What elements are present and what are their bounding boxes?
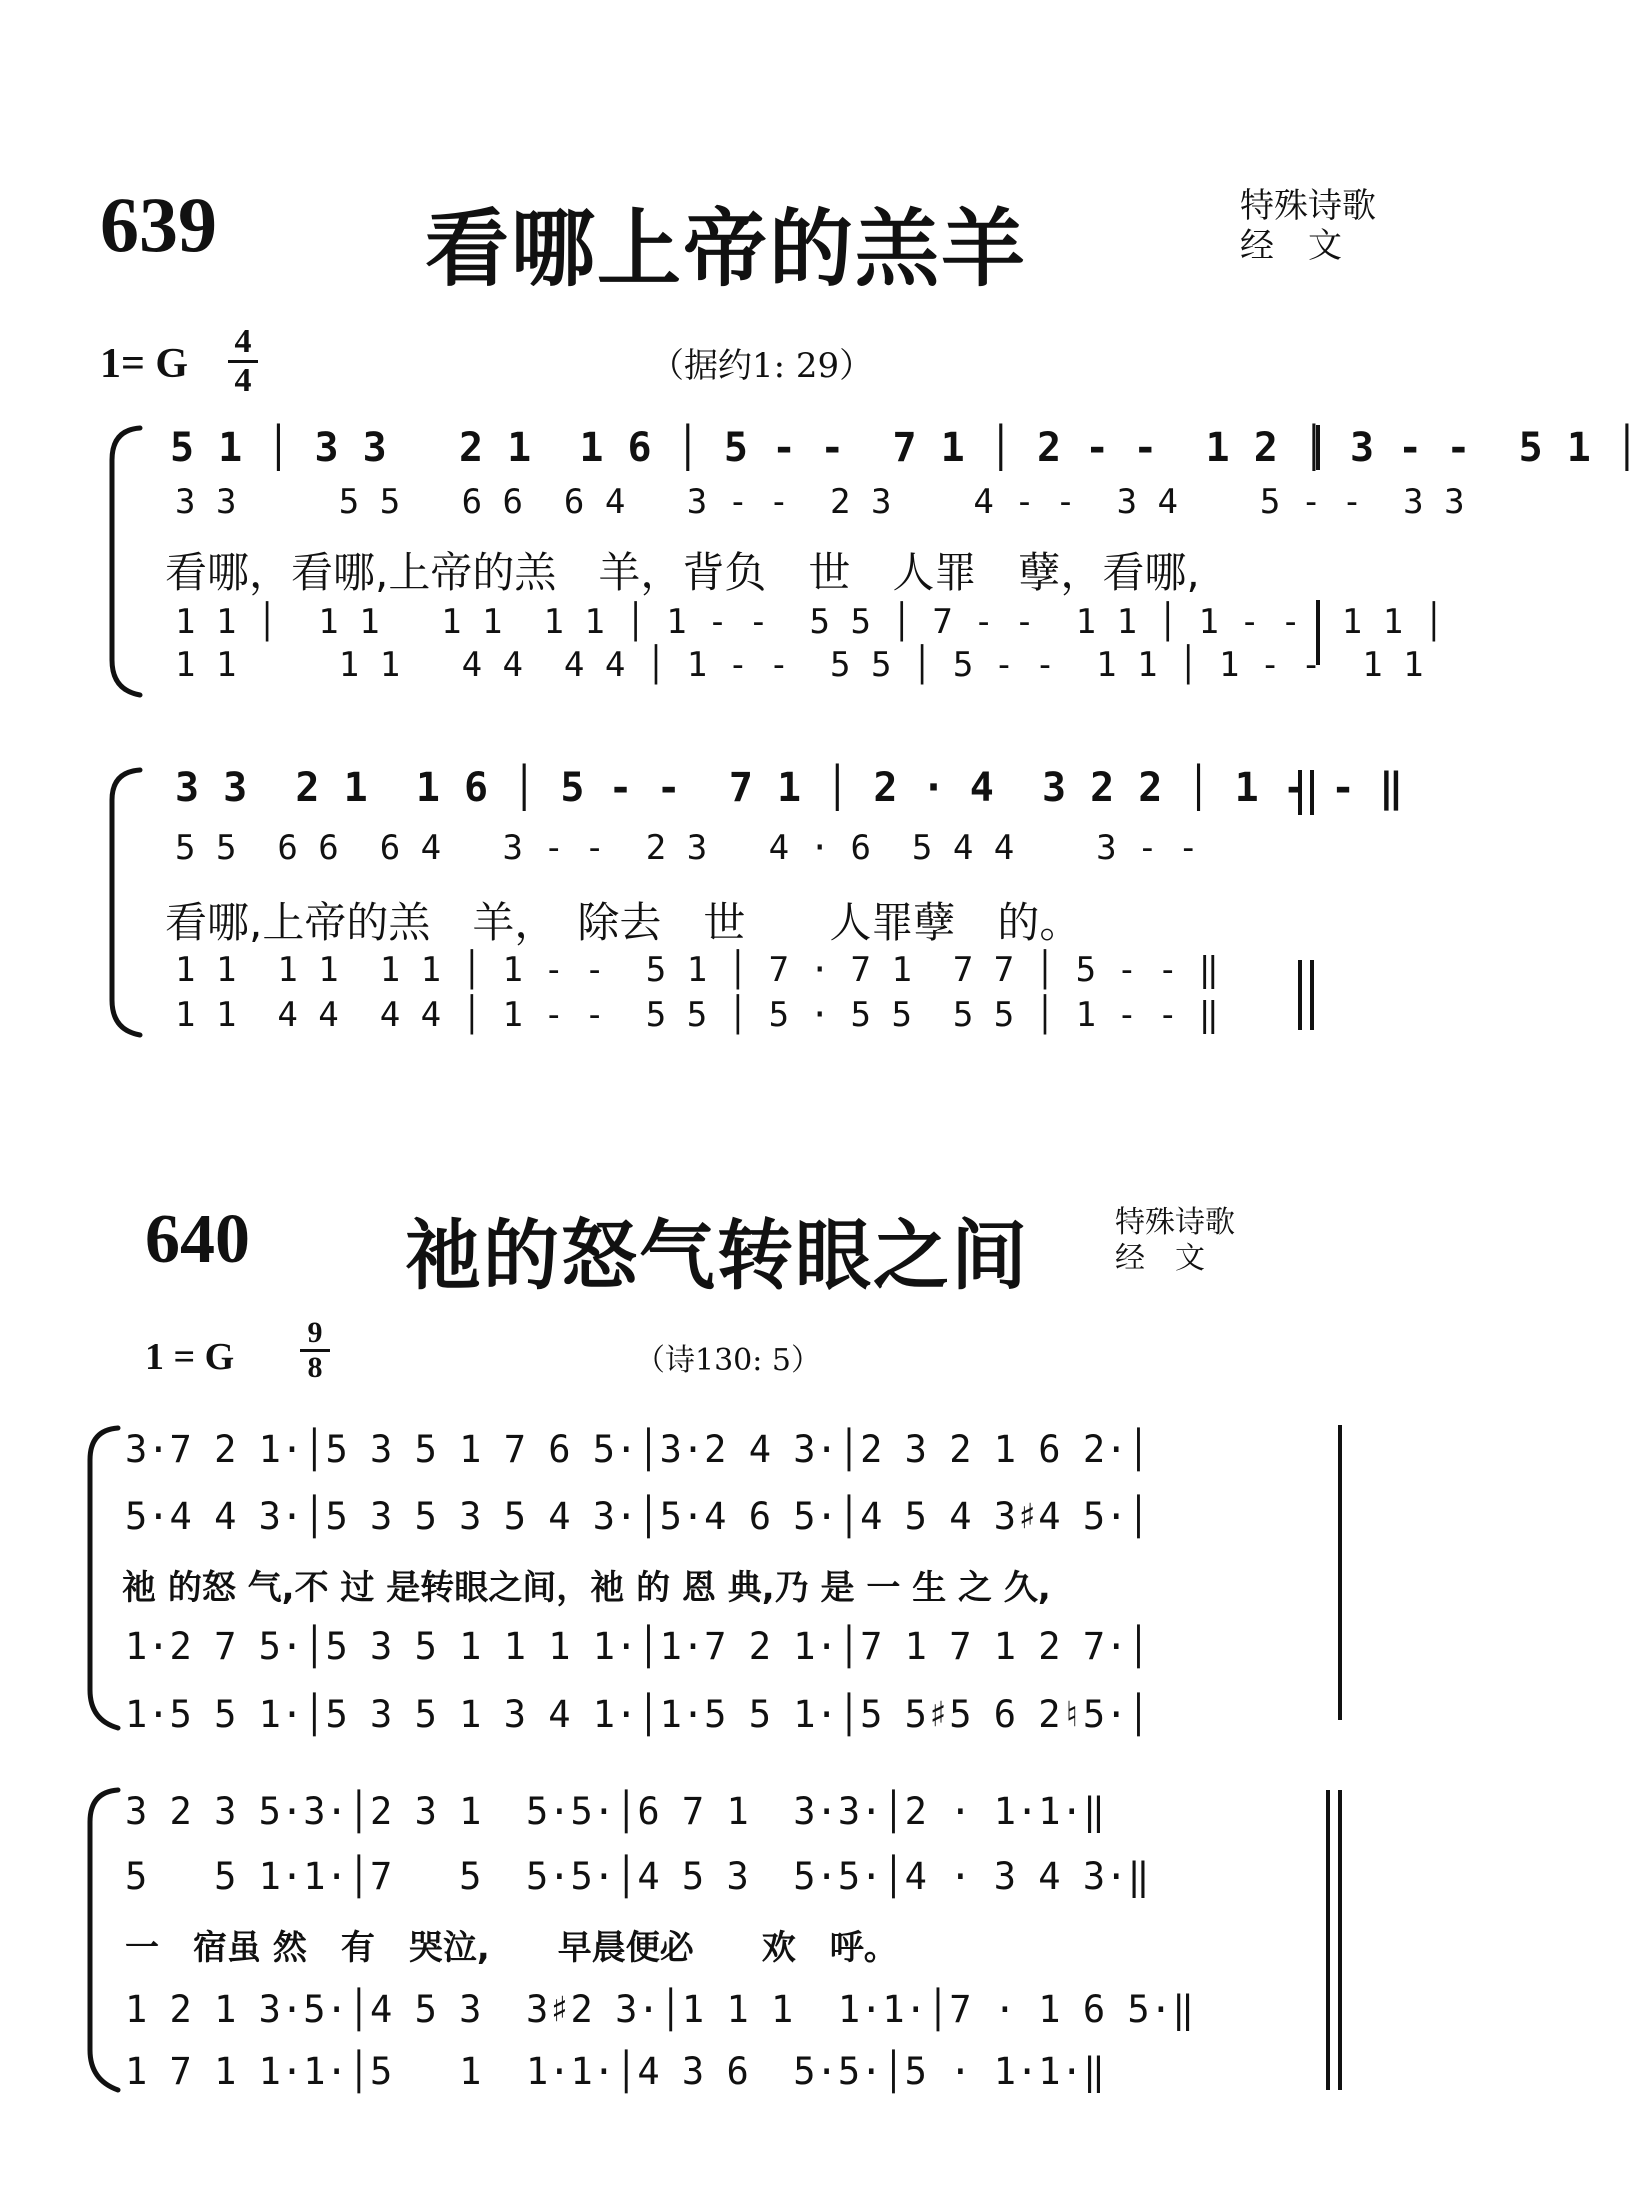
bass-line: 1·5 5 1·│5 3 5 1 3 4 1·│1·5 5 1·│5 5♯5 6 2♮5·│	[125, 1693, 1150, 1736]
alto-line: 5 5 1·1·│7 5 5·5·│4 5 3 5·5·│4 · 3 4 3·‖	[125, 1855, 1150, 1898]
bass-line: 1 7 1 1·1·│5 1 1·1·│4 3 6 5·5·│5 · 1·1·‖	[125, 2050, 1106, 2093]
hymn-number-639: 639	[100, 181, 217, 268]
time-bottom: 8	[307, 1351, 323, 1384]
soprano-line: 3 2 3 5·3·│2 3 1 5·5·│6 7 1 3·3·│2 · 1·1·‖	[125, 1790, 1106, 1833]
time-top: 4	[234, 323, 252, 360]
category-line2: 经 文	[1240, 226, 1342, 266]
scripture-reference-640: （诗130: 5）	[635, 1343, 821, 1378]
tenor-line: 1 2 1 3·5·│4 5 3 3♯2 3·│1 1 1 1·1·│7 · 1 6 5·‖	[125, 1988, 1195, 2031]
category-line1: 特殊诗歌	[1240, 186, 1376, 226]
soprano-line: 5 1 │ 3 3 2 1 1 6 │ 5 - - 7 1 │ 2 - - 1 2 │ 3 - - 5 1 │	[170, 425, 1639, 471]
tenor-line: 1 1 │ 1 1 1 1 1 1 │ 1 - - 5 5 │ 7 - - 1 1 │ 1 - - 1 1 │	[175, 602, 1445, 642]
bass-line: 1 1 4 4 4 4 │ 1 - - 5 5 │ 5 · 5 5 5 5 │ 1 - - ‖	[175, 995, 1219, 1035]
key-signature-639: 1= G	[100, 341, 189, 387]
alto-line: 5 5 6 6 6 4 3 - - 2 3 4 · 6 5 4 4 3 - -	[175, 828, 1199, 868]
bass-line: 1 1 1 1 4 4 4 4 │ 1 - - 5 5 │ 5 - - 1 1 │ 1 - - 1 1	[175, 645, 1424, 685]
lyrics-line: 看哪，看哪,上帝的羔 羊，背负 世 人罪 孽，看哪,	[165, 548, 1200, 597]
lyrics-line: 一 宿虽 然 有 哭泣, 早晨便必 欢 呼。	[125, 1928, 898, 1968]
tenor-line: 1·2 7 5·│5 3 5 1 1 1 1·│1·7 2 1·│7 1 7 1 2 7·│	[125, 1625, 1150, 1668]
alto-line: 3 3 5 5 6 6 6 4 3 - - 2 3 4 - - 3 4 5 - - 3 3	[175, 482, 1465, 522]
hymn-number-640: 640	[145, 1201, 250, 1278]
lyrics-line: 看哪,上帝的羔 羊， 除去 世 人罪孽 的。	[165, 898, 1082, 947]
hymn-title-640: 祂的怒气转眼之间	[405, 1211, 1029, 1300]
category-line2: 经 文	[1115, 1241, 1205, 1276]
key-signature-640: 1 = G	[145, 1336, 235, 1378]
time-top: 9	[307, 1316, 323, 1349]
time-bottom: 4	[234, 362, 252, 399]
tenor-line: 1 1 1 1 1 1 │ 1 - - 5 1 │ 7 · 7 1 7 7 │ 5 - - ‖	[175, 950, 1219, 990]
soprano-line: 3·7 2 1·│5 3 5 1 7 6 5·│3·2 4 3·│2 3 2 1 6 2·│	[125, 1428, 1150, 1471]
lyrics-line: 祂 的怒 气,不 过 是转眼之间，祂 的 恩 典,乃 是 一 生 之 久,	[122, 1568, 1051, 1608]
scripture-reference-639: （据约1: 29）	[650, 346, 874, 386]
alto-line: 5·4 4 3·│5 3 5 3 5 4 3·│5·4 6 5·│4 5 4 3♯4 5·│	[125, 1495, 1150, 1538]
hymn-title-639: 看哪上帝的羔羊	[425, 200, 1028, 298]
category-line1: 特殊诗歌	[1115, 1205, 1235, 1240]
soprano-line: 3 3 2 1 1 6 │ 5 - - 7 1 │ 2 · 4 3 2 2 │ 1 - - ‖	[175, 765, 1404, 811]
